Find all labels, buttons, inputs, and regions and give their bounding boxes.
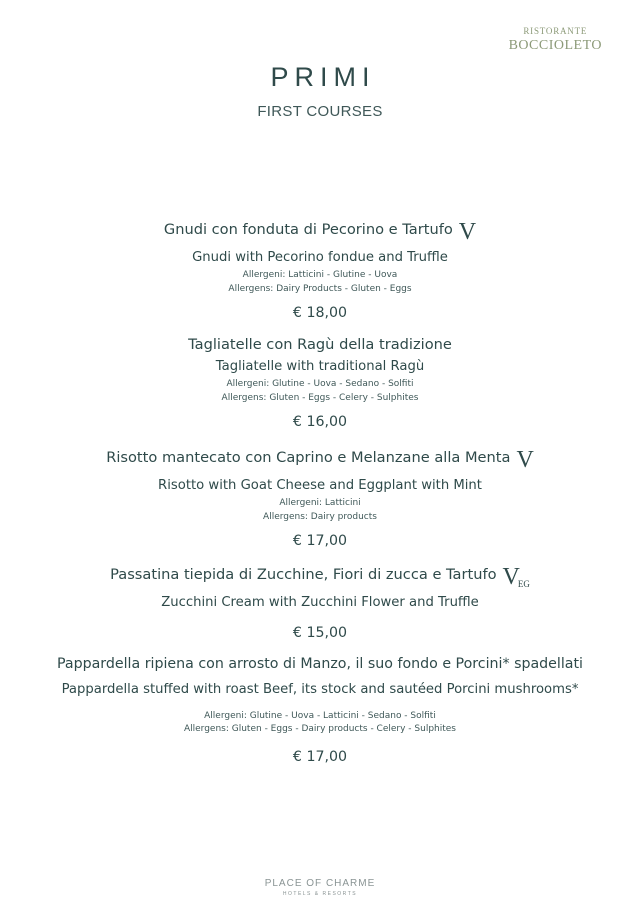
dish-item bbox=[0, 336, 640, 430]
dish-name-it: Tagliatelle con Ragù della tradizione bbox=[188, 336, 452, 353]
veg-letter: V bbox=[458, 219, 477, 245]
footer-brand-sub: HOTELS & RESORTS bbox=[282, 891, 358, 897]
allergens-it: Allergeni: Glutine - Uova - Latticini - Sedano - Solfiti bbox=[204, 710, 436, 721]
vegetarian-icon bbox=[516, 448, 533, 473]
brand-small-text: RISTORANTE bbox=[523, 26, 588, 36]
dish-price: € 16,00 bbox=[292, 414, 348, 431]
dish-price: € 17,00 bbox=[292, 533, 348, 550]
footer-brand: PLACE OF CHARME bbox=[264, 878, 376, 889]
vegan-suffix: EG bbox=[517, 579, 530, 589]
dish-item bbox=[0, 220, 640, 321]
page-title: PRIMI bbox=[270, 62, 376, 92]
dish-name-it: Pappardella ripiena con arrosto di Manzo, il suo fondo e Porcini* spadellati bbox=[56, 656, 583, 672]
dish-item bbox=[0, 656, 640, 765]
dish-allergens bbox=[0, 269, 640, 296]
dish-price: € 15,00 bbox=[292, 624, 348, 641]
dish-allergens bbox=[0, 378, 640, 405]
vegan-icon bbox=[503, 565, 530, 590]
dish-allergens bbox=[0, 497, 640, 524]
allergens-en: Allergens: Gluten - Eggs - Celery - Sulphites bbox=[221, 392, 419, 403]
dish-name-it bbox=[0, 220, 640, 245]
dish-name-en: Zucchini Cream with Zucchini Flower and Truffle bbox=[161, 594, 479, 610]
dish-price: € 17,00 bbox=[292, 748, 348, 765]
dish-name-en: Tagliatelle with traditional Ragù bbox=[215, 358, 425, 374]
menu-header bbox=[0, 64, 640, 120]
dish-allergens bbox=[0, 710, 640, 737]
dish-name-it-text: Passatina tiepida di Zucchine, Fiori di zucca e Tartufo bbox=[110, 566, 497, 583]
dish-item bbox=[0, 565, 640, 641]
allergens-it: Allergeni: Glutine - Uova - Sedano - Solfiti bbox=[226, 379, 414, 390]
brand-name: BOCCIOLETO bbox=[508, 38, 602, 53]
veg-letter: V bbox=[516, 447, 534, 473]
allergens-it: Allergeni: Latticini bbox=[279, 498, 361, 509]
page-subtitle: FIRST COURSES bbox=[257, 103, 383, 120]
dish-name-it-text: Gnudi con fonduta di Pecorino e Tartufo bbox=[163, 221, 453, 238]
allergens-it: Allergeni: Latticini - Glutine - Uova bbox=[242, 270, 398, 281]
dish-item bbox=[0, 448, 640, 549]
dish-name-en: Gnudi with Pecorino fondue and Truffle bbox=[192, 249, 448, 265]
allergens-en: Allergens: Gluten - Eggs - Dairy products - Celery - Sulphites bbox=[183, 724, 456, 735]
dish-name-en: Risotto with Goat Cheese and Eggplant with Mint bbox=[158, 477, 482, 493]
dish-name-it-text: Risotto mantecato con Caprino e Melanzane alla Menta bbox=[106, 449, 511, 466]
footer-logo bbox=[0, 879, 640, 897]
dish-price: € 18,00 bbox=[292, 305, 348, 322]
dish-name-it bbox=[0, 565, 640, 590]
restaurant-logo bbox=[509, 27, 602, 53]
allergens-en: Allergens: Dairy Products - Gluten - Eggs bbox=[228, 283, 412, 294]
dish-name-en: Pappardella stuffed with roast Beef, its stock and sautéed Porcini mushrooms* bbox=[61, 682, 579, 698]
veg-letter: V bbox=[502, 564, 520, 590]
dish-name-it bbox=[0, 448, 640, 473]
vegetarian-icon bbox=[459, 220, 476, 245]
allergens-en: Allergens: Dairy products bbox=[263, 511, 377, 522]
